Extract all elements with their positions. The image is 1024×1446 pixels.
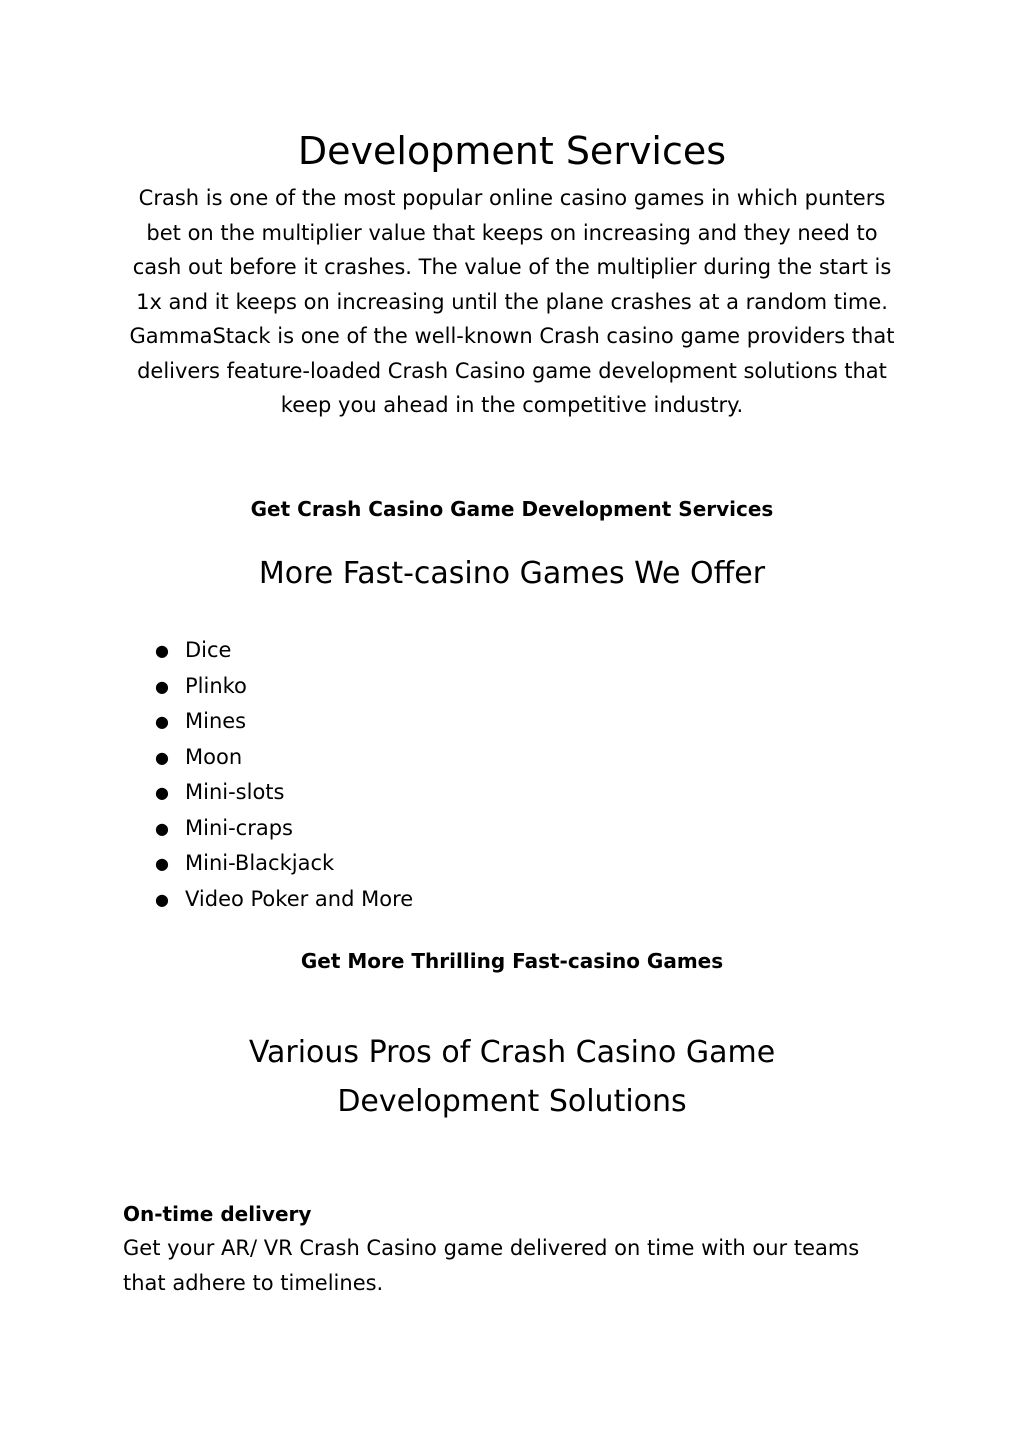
pros-heading	[0, 1028, 1024, 1126]
list-item	[155, 704, 413, 740]
cta-development-services: Get Crash Casino Game Development Services	[250, 497, 774, 521]
list-item	[155, 633, 413, 669]
bullet-icon: ●	[155, 783, 169, 802]
bullet-icon: ●	[155, 854, 169, 873]
game-name: Mini-craps	[185, 815, 293, 840]
game-name: Moon	[185, 744, 243, 769]
list-item	[155, 811, 413, 847]
game-name: Dice	[185, 638, 232, 662]
list-item	[155, 740, 413, 776]
bullet-icon: ●	[155, 889, 169, 909]
list-item	[155, 775, 413, 811]
page-title: Development Services	[297, 129, 727, 173]
feature-title: On-time delivery	[123, 1202, 312, 1226]
game-name: Mini-Blackjack	[185, 851, 335, 875]
feature-description: Get your AR/ VR Crash Casino game delivered on time with our teams that adhere to timelines.	[123, 1236, 860, 1295]
games-heading: More Fast-casino Games We Offer	[258, 556, 766, 591]
list-item	[155, 669, 413, 705]
intro-paragraph: Crash is one of the most popular online casino games in which punters bet on the multiplier value that keeps on increasing and they need to cash out before it crashes. The value of the multiplier during the start is 1x and it keeps on increasing until the plane crashes at a random time. GammaStack is one of the well-known Crash casino game providers that delivers feature-loaded Crash Casino game development solutions that keep you ahead in the competitive industry.	[129, 186, 895, 417]
list-item	[155, 882, 413, 918]
games-list	[155, 633, 413, 917]
cta-more-games: Get More Thrilling Fast-casino Games	[300, 949, 724, 973]
pros-heading-line1: Various Pros of Crash Casino Game	[248, 1035, 776, 1070]
game-name: Video Poker and More	[185, 886, 414, 911]
list-item	[155, 846, 413, 882]
bullet-icon: ●	[155, 712, 169, 731]
game-name: Mini-slots	[185, 780, 285, 804]
bullet-icon: ●	[155, 818, 169, 838]
bullet-icon: ●	[155, 641, 169, 660]
game-name: Plinko	[185, 673, 247, 698]
game-name: Mines	[185, 709, 247, 733]
pros-heading-line2: Development Solutions	[337, 1084, 687, 1119]
bullet-icon: ●	[155, 676, 169, 696]
bullet-icon: ●	[155, 747, 169, 767]
